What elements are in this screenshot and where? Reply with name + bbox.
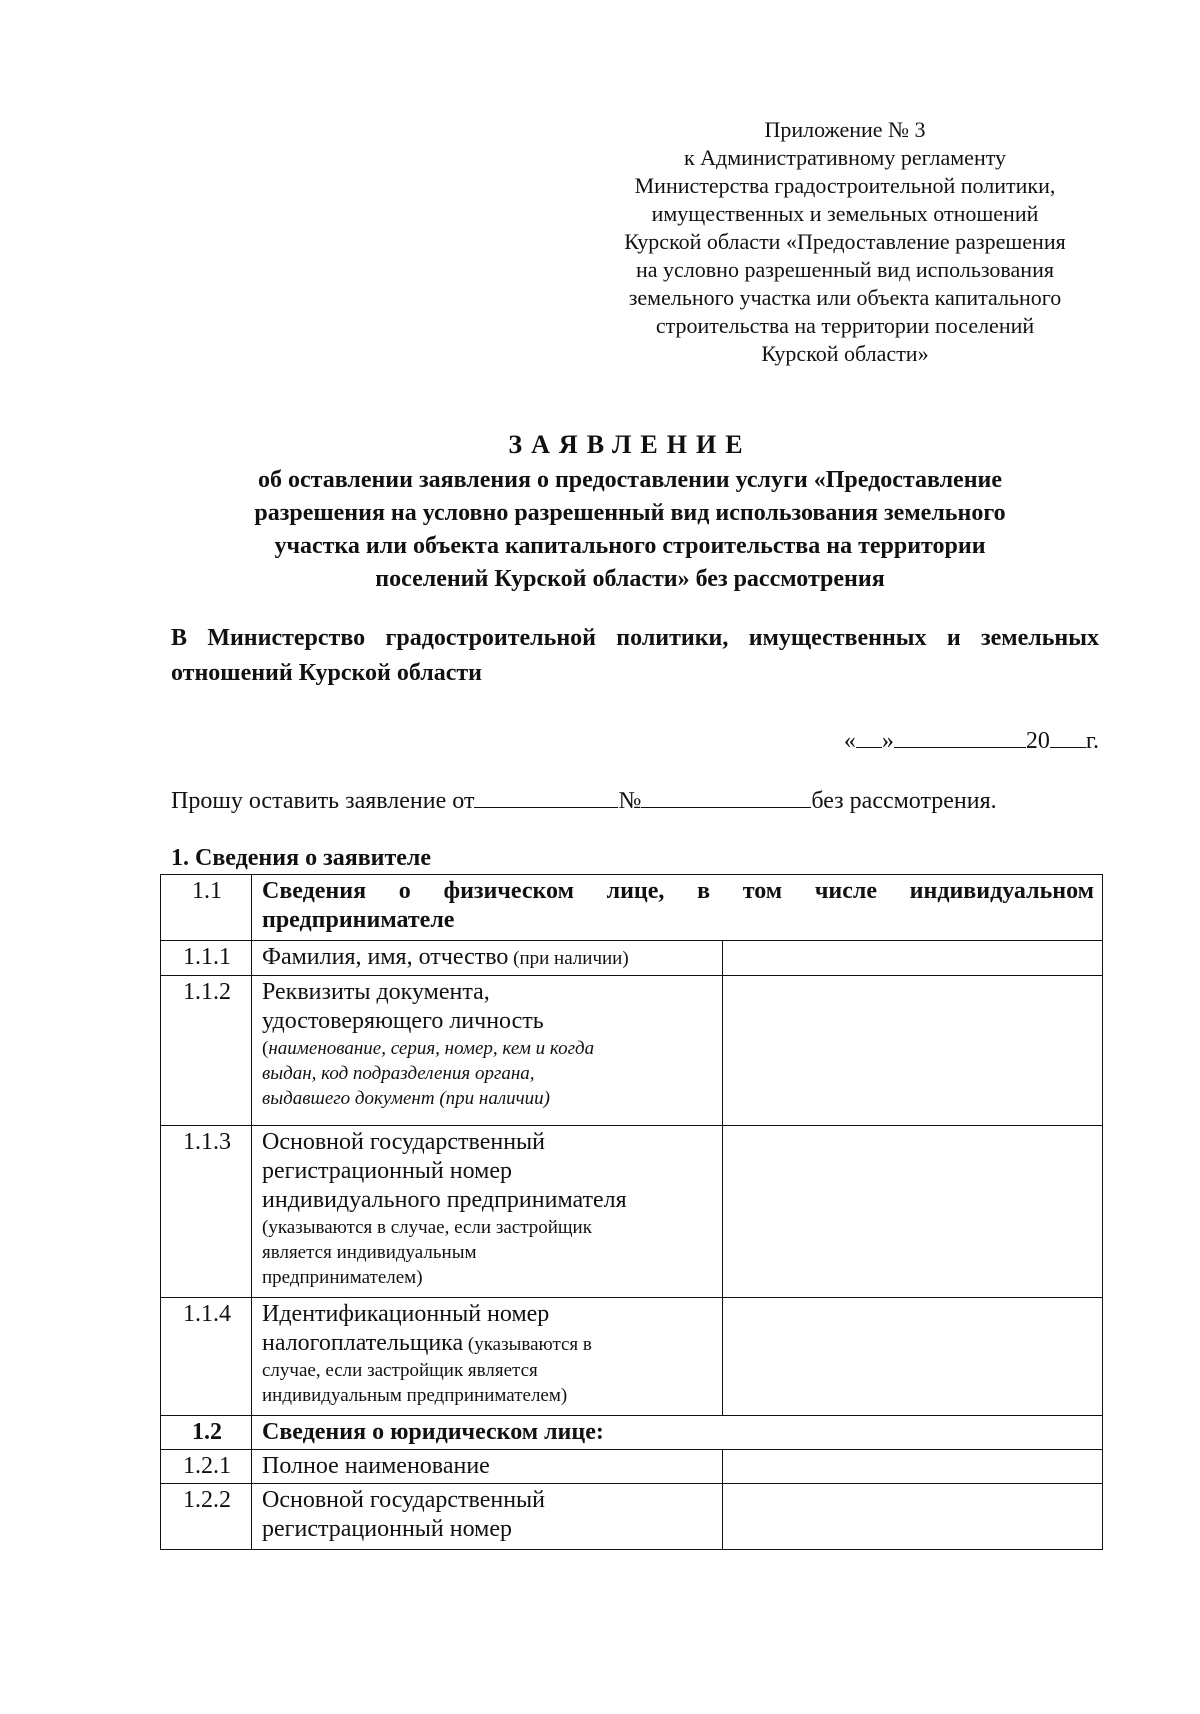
full-name-label [252,941,723,976]
table-row [161,1416,1103,1450]
label-note: (при наличии) [508,948,629,969]
number-sign: № [618,788,642,814]
year-suffix: г. [1085,728,1099,754]
company-name-label: Полное наименование [252,1450,723,1484]
document-subtitle [160,464,1100,596]
note-paren: ( [262,1038,269,1059]
note-line: выдавшего документ (при наличии) [262,1088,551,1109]
note-line: индивидуальным предпринимателем) [262,1385,568,1406]
table-row [161,1126,1103,1298]
table-row [161,1450,1103,1484]
section-heading: 1. Сведения о заявителе [171,845,432,871]
row-number: 1.1.3 [161,1126,252,1298]
note-line [262,1036,714,1061]
label-line: Основной государственный [262,1487,546,1513]
full-name-value[interactable] [723,941,1103,976]
note-line: (указываются в случае, если застройщик [262,1217,592,1238]
table-row [161,1298,1103,1416]
row-number: 1.1.2 [161,976,252,1126]
appendix-note [590,116,1100,368]
label-text: Фамилия, имя, отчество [262,944,509,970]
appendix-line: на условно разрешенный вид использования [636,257,1054,282]
year-blank[interactable] [1050,723,1086,748]
appendix-line: Министерства градостроительной политики, [634,173,1056,198]
table-row [161,875,1103,941]
label-line: удостоверяющего личность [262,1008,544,1034]
appendix-line: имущественных и земельных отношений [651,201,1039,226]
row-number: 1.1.1 [161,941,252,976]
note-line: случае, если застройщик является [262,1360,538,1381]
ogrn-value[interactable] [723,1484,1103,1550]
year-prefix: 20 [1025,728,1050,754]
date-line [800,723,1099,755]
note-text: (указываются в [463,1334,592,1355]
subtitle-line: участка или объекта капитального строительства на территории [274,533,986,559]
row-number: 1.2 [161,1416,252,1450]
label-line: индивидуального предпринимателя [262,1187,627,1213]
label-line: Идентификационный номер [262,1301,550,1327]
label-text: налогоплательщика [262,1330,464,1356]
request-line [171,783,1100,815]
identity-document-label [252,976,723,1126]
subtitle-line: об оставлении заявления о предоставлении услуги «Предоставление [257,467,1003,493]
label-line [262,1329,714,1358]
inn-label [252,1298,723,1416]
appendix-line: Курской области «Предоставление разрешения [624,229,1066,254]
day-blank[interactable] [856,723,882,748]
inn-value[interactable] [723,1298,1103,1416]
note-text: наименование, серия, номер, кем и когда [268,1038,595,1059]
addressee: В Министерство градостроительной политики, имущественных и земельных отношений Курской области [171,625,1099,686]
appendix-line: строительства на территории поселений [655,313,1035,338]
note-line: предпринимателем) [262,1267,423,1288]
application-number-blank[interactable] [641,783,811,808]
section-1-1-label: Сведения о физическом лице, в том числе индивидуальном предпринимателе [262,878,1094,933]
table-row [161,941,1103,976]
month-blank[interactable] [894,723,1026,748]
date-open-quote: « [843,728,856,754]
application-date-blank[interactable] [474,783,618,808]
appendix-line: земельного участка или объекта капитального [628,285,1062,310]
request-text: Прошу оставить заявление от [171,788,475,814]
identity-document-value[interactable] [723,976,1103,1126]
table-row [161,976,1103,1126]
row-number: 1.1 [161,875,252,941]
appendix-line: к Административному регламенту [683,145,1007,170]
request-tail: без рассмотрения. [811,788,997,814]
label-line: регистрационный номер [262,1516,512,1542]
document-title: ЗАЯВЛЕНИЕ [508,430,752,459]
row-number: 1.2.2 [161,1484,252,1550]
appendix-line: Курской области» [761,341,929,366]
ogrn-label [252,1484,723,1550]
subtitle-line: разрешения на условно разрешенный вид использования земельного [254,500,1006,526]
note-line: является индивидуальным [262,1242,477,1263]
appendix-line: Приложение № 3 [764,117,926,142]
ogrnip-value[interactable] [723,1126,1103,1298]
section-1-1-heading [252,875,1103,941]
table-row [161,1484,1103,1550]
row-number: 1.2.1 [161,1450,252,1484]
subtitle-line: поселений Курской области» без рассмотрения [375,566,885,592]
label-line: Реквизиты документа, [262,979,490,1005]
applicant-info-table [160,874,1103,1550]
date-close-quote: » [881,728,894,754]
company-name-value[interactable] [723,1450,1103,1484]
label-line: регистрационный номер [262,1158,512,1184]
section-1-2-heading: Сведения о юридическом лице: [252,1416,1103,1450]
ogrnip-label [252,1126,723,1298]
row-number: 1.1.4 [161,1298,252,1416]
note-line: выдан, код подразделения органа, [262,1063,535,1084]
label-line: Основной государственный [262,1129,546,1155]
